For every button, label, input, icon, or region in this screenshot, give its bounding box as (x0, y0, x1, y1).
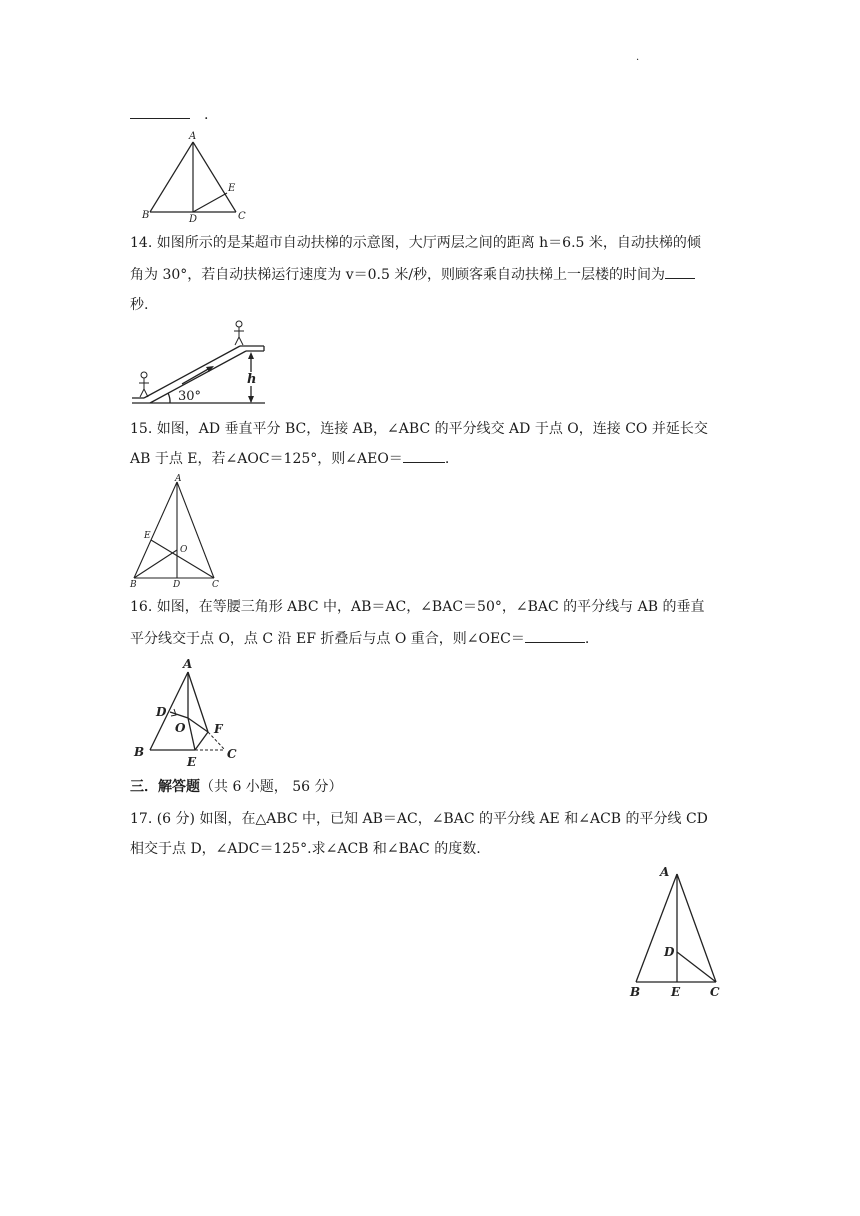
fig16-label-b: B (134, 745, 145, 759)
q14-line-1: 14. 如图所示的是某超市自动扶梯的示意图，大厅两层之间的距离 h＝6.5 米，自动扶梯的倾 (130, 235, 701, 251)
q17-figure (626, 862, 726, 1002)
q16-period: . (584, 631, 590, 647)
fig14-height-label: h (247, 372, 257, 387)
q14-answer-blank (665, 260, 695, 279)
header-mark: . (636, 52, 640, 63)
fig13-label-b: B (142, 210, 150, 221)
q16-figure (130, 654, 252, 766)
fig15-label-a: A (175, 474, 182, 484)
section-3-header (130, 772, 343, 802)
q15-period: . (444, 451, 450, 467)
q14-figure (130, 318, 270, 410)
fig16-label-c: C (227, 747, 237, 761)
fig17-label-d: D (664, 945, 675, 959)
fig13-label-d: D (189, 214, 198, 222)
q15-answer-blank (403, 444, 445, 463)
q15-line-2-text: AB 于点 E，若∠AOC＝125°，则∠AEO＝ (130, 451, 403, 467)
fig13-label-e: E (228, 183, 236, 194)
fig17-label-a: A (660, 865, 670, 879)
fig13-label-c: C (238, 211, 246, 222)
q13-figure (138, 130, 250, 222)
q15-line-2 (130, 444, 449, 474)
fig16-label-o: O (175, 721, 186, 735)
fig17-label-e: E (671, 985, 681, 999)
fig15-label-b: B (130, 580, 137, 590)
q14-line-2 (130, 260, 695, 290)
fig16-label-f: F (214, 722, 223, 736)
fig16-label-d: D (156, 705, 167, 719)
q16-line-1: 16. 如图，在等腰三角形 ABC 中，AB＝AC，∠BAC＝50°，∠BAC 的平分线与 AB 的垂直 (130, 599, 705, 615)
fig15-label-o: O (180, 545, 188, 555)
q14-line-3: 秒. (130, 297, 149, 313)
q17-line-2: 相交于点 D，∠ADC＝125°.求∠ACB 和∠BAC 的度数. (130, 841, 481, 857)
fig17-label-c: C (710, 985, 720, 999)
q13-answer-blank (130, 100, 190, 119)
q16-answer-blank (525, 624, 585, 643)
q15-figure (128, 474, 224, 590)
fig13-label-a: A (189, 131, 197, 142)
q16-line-2 (130, 624, 589, 654)
fig16-label-a: A (183, 657, 193, 671)
q15-line-1: 15. 如图，AD 垂直平分 BC，连接 AB，∠ABC 的平分线交 AD 于点 O，连接 CO 并延长交 (130, 421, 708, 437)
q13-period: . (204, 107, 209, 123)
fig15-label-c: C (212, 580, 219, 590)
fig15-label-d: D (173, 580, 181, 590)
fig17-label-b: B (630, 985, 641, 999)
q17-line-1: 17. (6 分) 如图，在△ABC 中，已知 AB＝AC，∠BAC 的平分线 AE 和∠ACB 的平分线 CD (130, 811, 708, 827)
q16-line-2-text: 平分线交于点 O，点 C 沿 EF 折叠后与点 O 重合，则∠OEC＝ (130, 631, 525, 647)
fig16-label-e: E (187, 755, 197, 766)
section-3-note: （共 6 小题， 56 分） (200, 779, 343, 795)
fig14-angle-label: 30° (178, 389, 202, 404)
section-3-title: 三．解答题 (130, 779, 200, 795)
fig15-label-e: E (144, 531, 151, 541)
q14-line-2-text: 角为 30°，若自动扶梯运行速度为 v＝0.5 米/秒，则顾客乘自动扶梯上一层楼的时间为 (130, 267, 666, 283)
q13-answer-line (130, 100, 208, 130)
